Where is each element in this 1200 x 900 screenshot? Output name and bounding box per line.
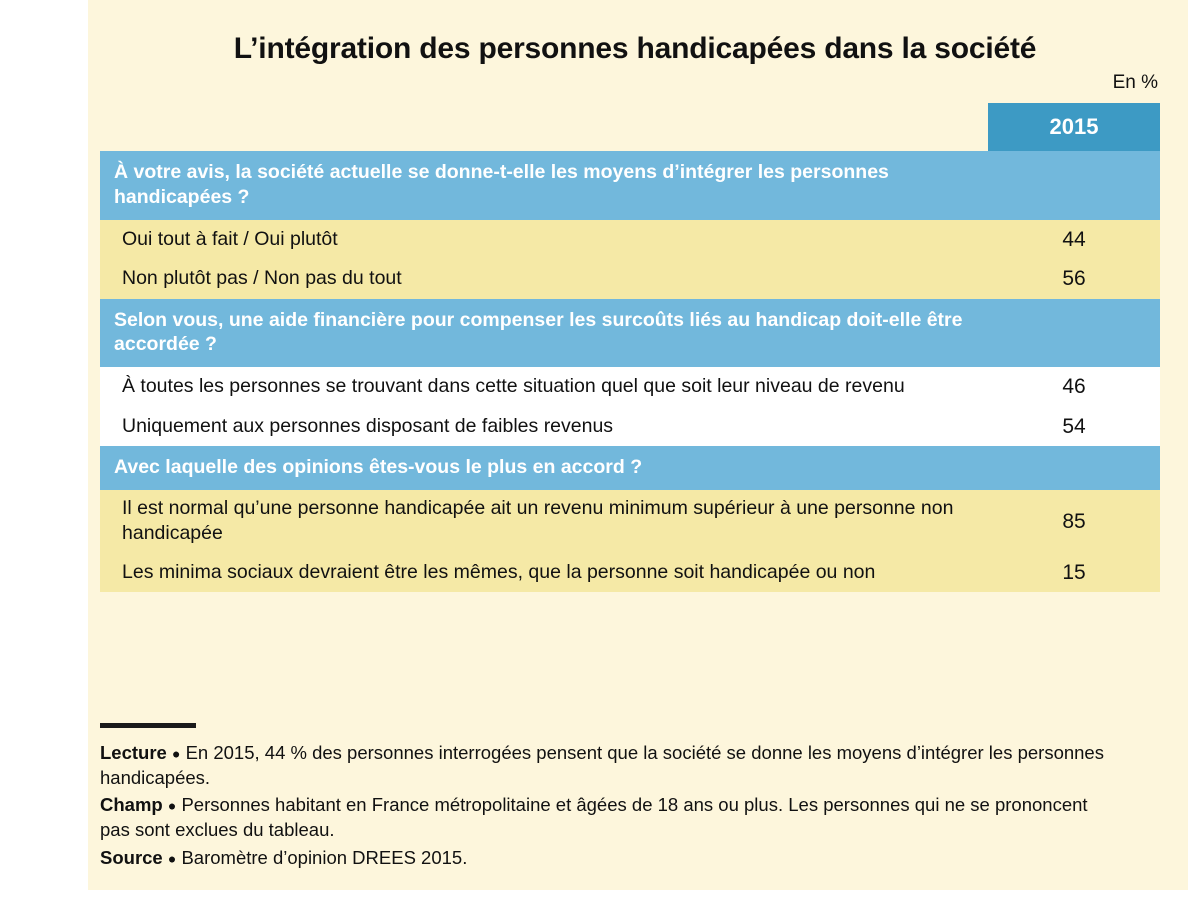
right-margin xyxy=(1188,0,1200,900)
item-label-5: Il est normal qu’une personne handicapée ait un revenu minimum supérieur à une personne non handicapée xyxy=(100,490,988,553)
table-body xyxy=(100,151,1160,592)
notes-block xyxy=(100,740,1120,872)
item-value-1: 44 xyxy=(988,220,1160,259)
section-value-1 xyxy=(988,151,1160,220)
bottom-margin xyxy=(0,890,1200,900)
note-champ-text: Personnes habitant en France métropolitaine et âgées de 18 ans ou plus. Les personnes qui ne se prononcent pas sont exclues du tableau. xyxy=(100,794,1088,841)
note-champ xyxy=(100,792,1120,842)
data-table-wrapper xyxy=(100,103,1160,592)
page-title: L’intégration des personnes handicapées dans la société xyxy=(233,32,1037,65)
header-year-2015: 2015 xyxy=(988,103,1160,151)
table-row-section-2 xyxy=(100,299,1160,368)
note-source-label: Source xyxy=(100,846,163,868)
item-value-2: 56 xyxy=(988,259,1160,298)
table-row-item-2 xyxy=(100,259,1160,298)
table-row-section-1 xyxy=(100,151,1160,220)
table-row-item-6 xyxy=(100,553,1160,592)
item-label-2: Non plutôt pas / Non pas du tout xyxy=(100,259,988,298)
data-table xyxy=(100,103,1160,592)
item-value-5: 85 xyxy=(988,490,1160,553)
notes-separator xyxy=(100,723,196,728)
table-row-item-4 xyxy=(100,407,1160,446)
table-row-section-3 xyxy=(100,446,1160,490)
note-lecture xyxy=(100,740,1120,790)
table-row-item-5 xyxy=(100,490,1160,553)
section-question-3: Avec laquelle des opinions êtes-vous le plus en accord ? xyxy=(100,446,988,490)
section-question-1: À votre avis, la société actuelle se donne-t-elle les moyens d’intégrer les personnes handicapées ? xyxy=(100,151,988,220)
note-lecture-text: En 2015, 44 % des personnes interrogées pensent que la société se donne les moyens d’intégrer les personnes handicapées. xyxy=(100,742,1104,789)
table-row-item-3 xyxy=(100,367,1160,406)
left-margin xyxy=(0,0,88,900)
table-head xyxy=(100,103,1160,151)
table-header-row xyxy=(100,103,1160,151)
header-empty-cell xyxy=(100,103,988,151)
item-value-3: 46 xyxy=(988,367,1160,406)
section-value-3 xyxy=(988,446,1160,490)
item-label-6: Les minima sociaux devraient être les mêmes, que la personne soit handicapée ou non xyxy=(100,553,988,592)
section-question-2: Selon vous, une aide financière pour compenser les surcoûts liés au handicap doit-elle être accordée ? xyxy=(100,299,988,368)
table-row-item-1 xyxy=(100,220,1160,259)
item-value-6: 15 xyxy=(988,553,1160,592)
item-label-1: Oui tout à fait / Oui plutôt xyxy=(100,220,988,259)
unit-label: En % xyxy=(1112,72,1158,93)
note-champ-label: Champ xyxy=(100,794,163,816)
item-label-4: Uniquement aux personnes disposant de faibles revenus xyxy=(100,407,988,446)
note-source xyxy=(100,845,1120,870)
bullet-icon: ● xyxy=(167,850,177,867)
note-source-text: Baromètre d’opinion DREES 2015. xyxy=(181,846,468,868)
bullet-icon: ● xyxy=(171,745,181,762)
section-value-2 xyxy=(988,299,1160,368)
item-value-4: 54 xyxy=(988,407,1160,446)
bullet-icon: ● xyxy=(167,797,177,814)
item-label-3: À toutes les personnes se trouvant dans cette situation quel que soit leur niveau de revenu xyxy=(100,367,988,406)
note-lecture-label: Lecture xyxy=(100,742,167,763)
